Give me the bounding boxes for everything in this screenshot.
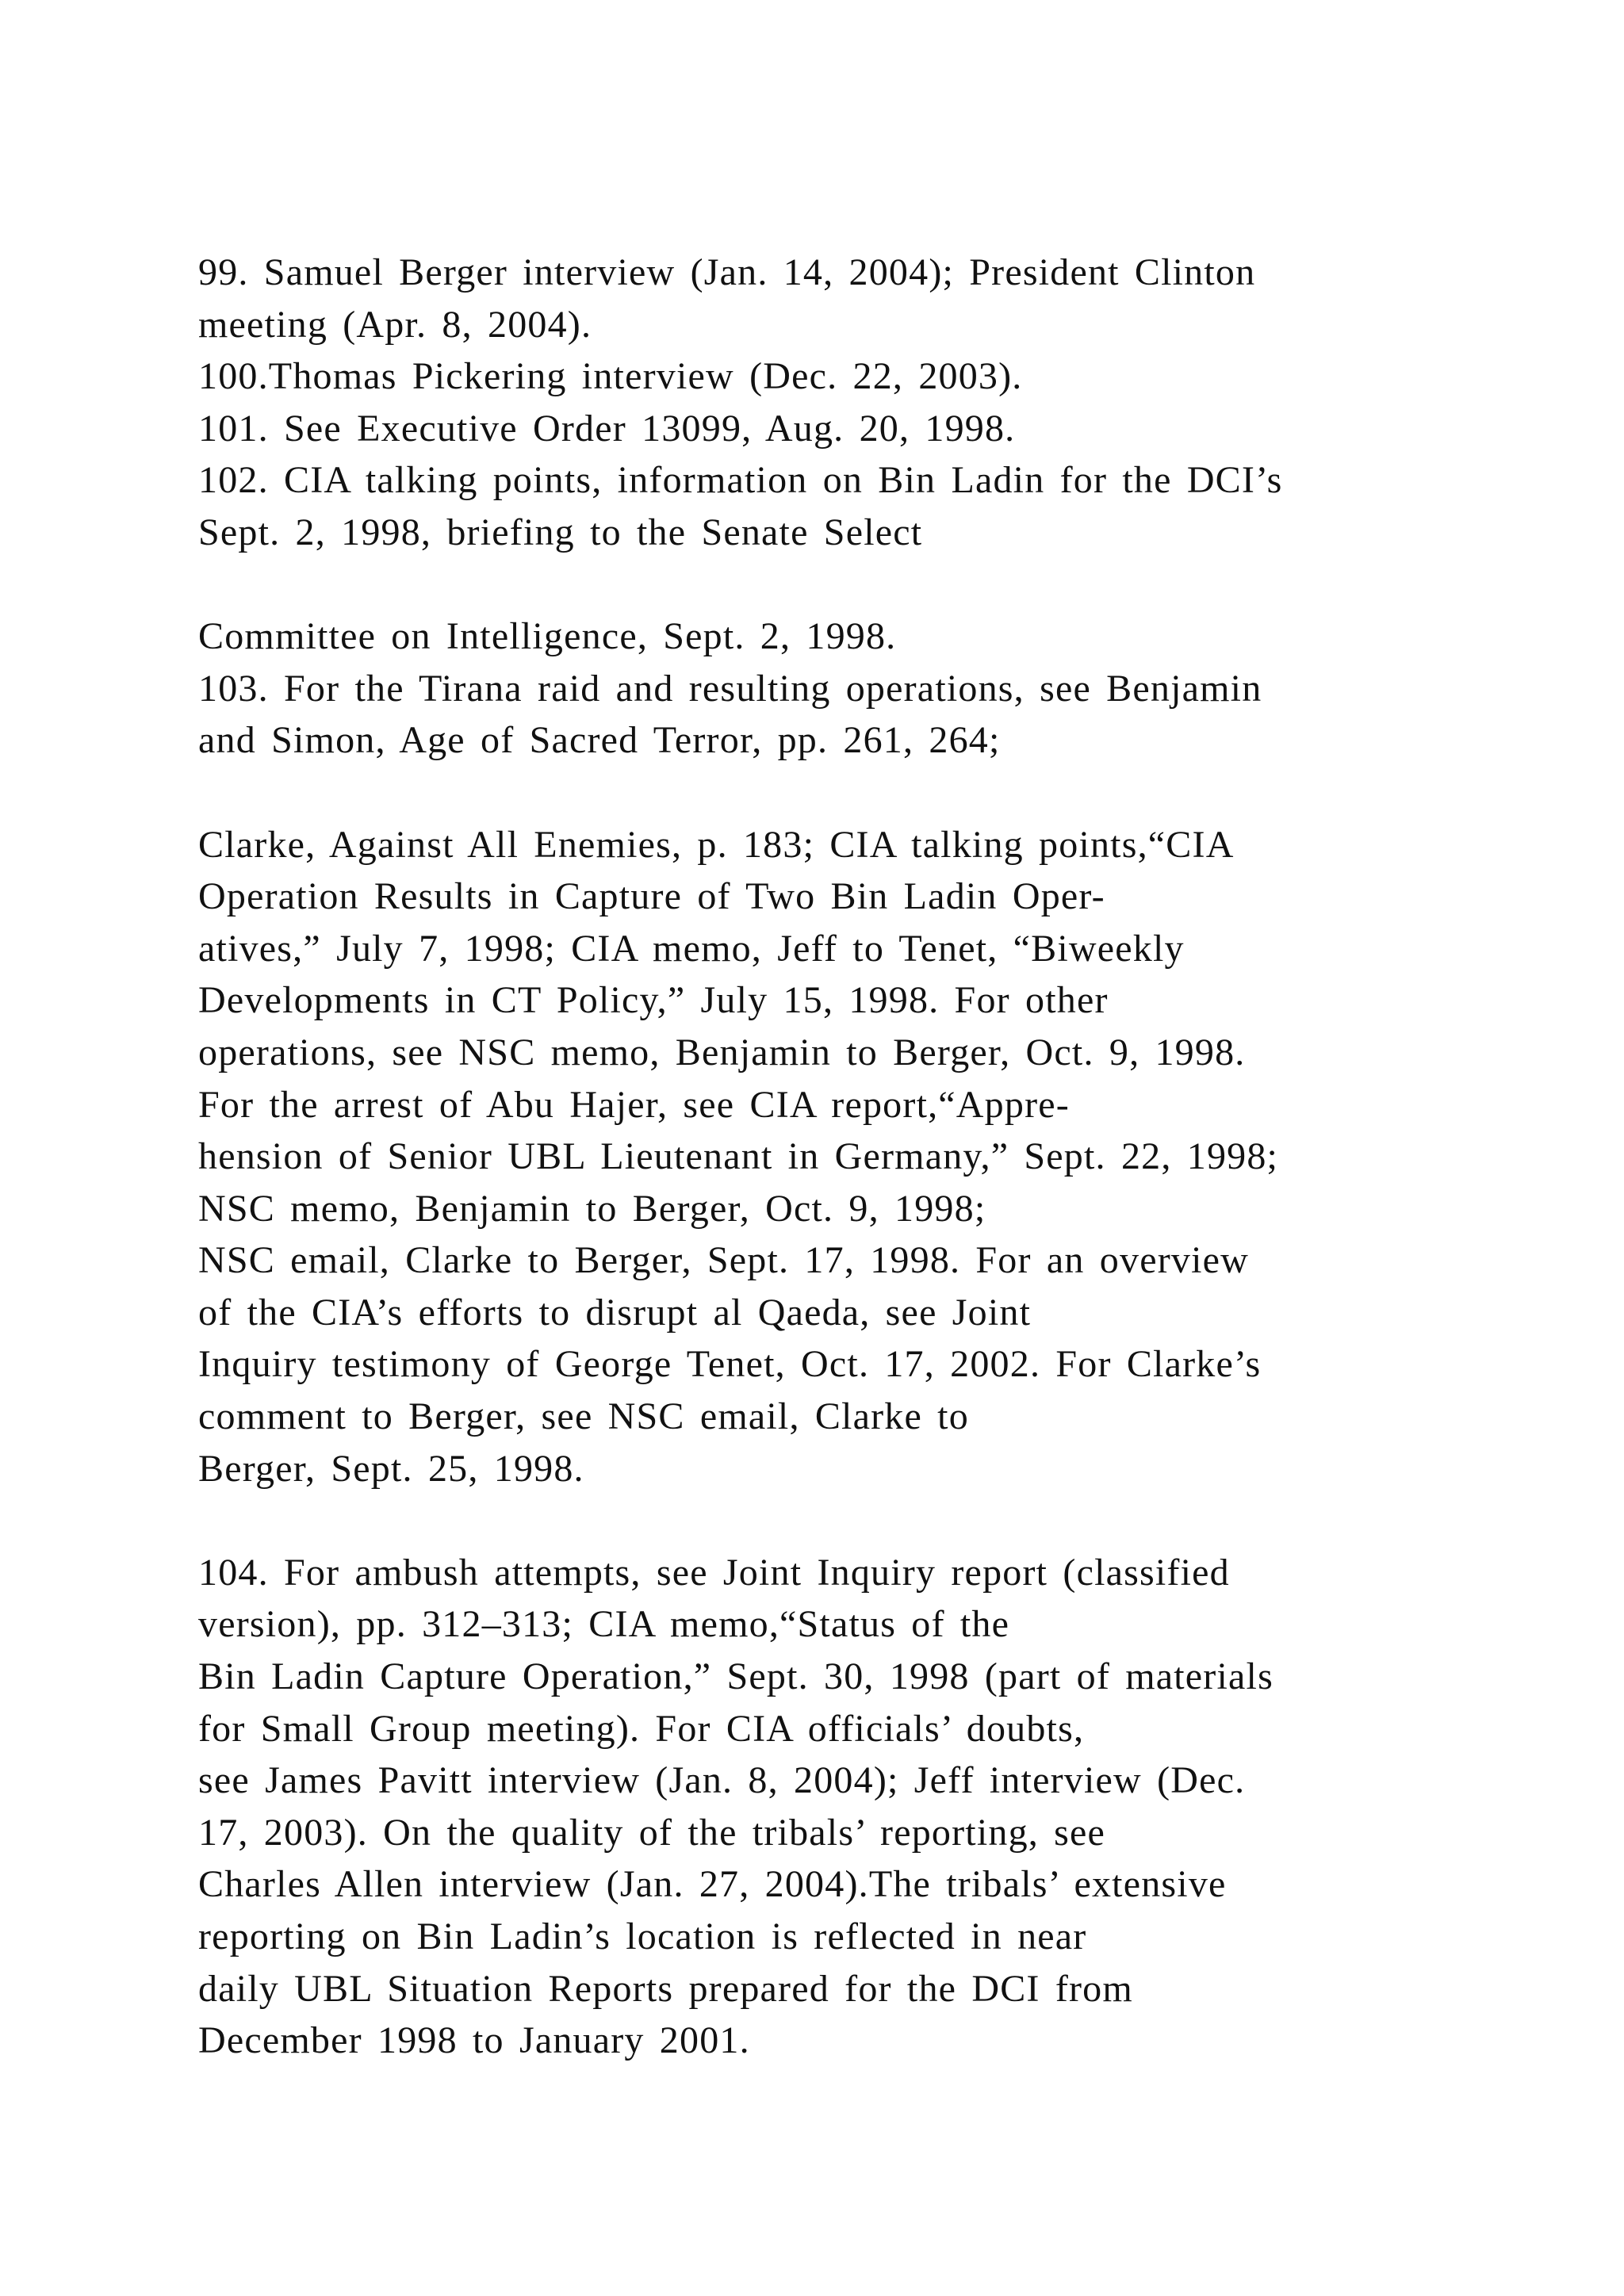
text-line: Sept. 2, 1998, briefing to the Senate Select — [198, 511, 923, 553]
text-line: and Simon, Age of Sacred Terror, pp. 261, 264; — [198, 719, 1001, 762]
text-line: meeting (Apr. 8, 2004). — [198, 303, 592, 346]
text-line: 104. For ambush attempts, see Joint Inquiry report (classified — [198, 1551, 1230, 1594]
text-line: Charles Allen interview (Jan. 27, 2004).The tribals’ extensive — [198, 1863, 1227, 1906]
text-line: for Small Group meeting). For CIA officials’ doubts, — [198, 1707, 1085, 1750]
text-line: 17, 2003). On the quality of the tribals’ reporting, see — [198, 1811, 1106, 1854]
text-line: 102. CIA talking points, information on Bin Ladin for the DCI’s — [198, 459, 1283, 502]
blank-line — [198, 1494, 1546, 1547]
text-line: Clarke, Against All Enemies, p. 183; CIA talking points,“CIA — [198, 823, 1235, 866]
text-line: daily UBL Situation Reports prepared for the DCI from — [198, 1967, 1133, 2010]
text-line: atives,” July 7, 1998; CIA memo, Jeff to Tenet, “Biweekly — [198, 927, 1185, 970]
text-line: 100.Thomas Pickering interview (Dec. 22, 2003). — [198, 355, 1023, 398]
text-line: For the arrest of Abu Hajer, see CIA report,“Appre- — [198, 1083, 1070, 1126]
text-line: Operation Results in Capture of Two Bin Ladin Oper- — [198, 875, 1105, 918]
text-line: version), pp. 312–313; CIA memo,“Status of the — [198, 1603, 1010, 1646]
text-line: Developments in CT Policy,” July 15, 1998. For other — [198, 979, 1109, 1022]
text-line: comment to Berger, see NSC email, Clarke to — [198, 1395, 969, 1438]
text-line: NSC memo, Benjamin to Berger, Oct. 9, 1998; — [198, 1187, 986, 1230]
text-line: December 1998 to January 2001. — [198, 2019, 750, 2062]
text-line: of the CIA’s efforts to disrupt al Qaeda, see Joint — [198, 1291, 1032, 1334]
blank-line — [198, 767, 1546, 819]
endnotes-text — [198, 247, 1546, 2067]
text-line: Committee on Intelligence, Sept. 2, 1998. — [198, 615, 897, 658]
text-line: hension of Senior UBL Lieutenant in Germany,” Sept. 22, 1998; — [198, 1135, 1279, 1178]
text-line: Berger, Sept. 25, 1998. — [198, 1447, 584, 1490]
text-line: operations, see NSC memo, Benjamin to Berger, Oct. 9, 1998. — [198, 1031, 1246, 1073]
text-line: 101. See Executive Order 13099, Aug. 20, 1998. — [198, 407, 1016, 450]
text-line: NSC email, Clarke to Berger, Sept. 17, 1998. For an overview — [198, 1239, 1249, 1282]
text-line: 103. For the Tirana raid and resulting operations, see Benjamin — [198, 667, 1262, 710]
text-line: Inquiry testimony of George Tenet, Oct. 17, 2002. For Clarke’s — [198, 1343, 1262, 1386]
text-line: Bin Ladin Capture Operation,” Sept. 30, 1998 (part of materials — [198, 1655, 1274, 1698]
text-line: 99. Samuel Berger interview (Jan. 14, 2004); President Clinton — [198, 251, 1256, 293]
text-line: reporting on Bin Ladin’s location is reflected in near — [198, 1915, 1087, 1957]
text-line: see James Pavitt interview (Jan. 8, 2004); Jeff interview (Dec. — [198, 1759, 1246, 1802]
blank-line — [198, 559, 1546, 611]
